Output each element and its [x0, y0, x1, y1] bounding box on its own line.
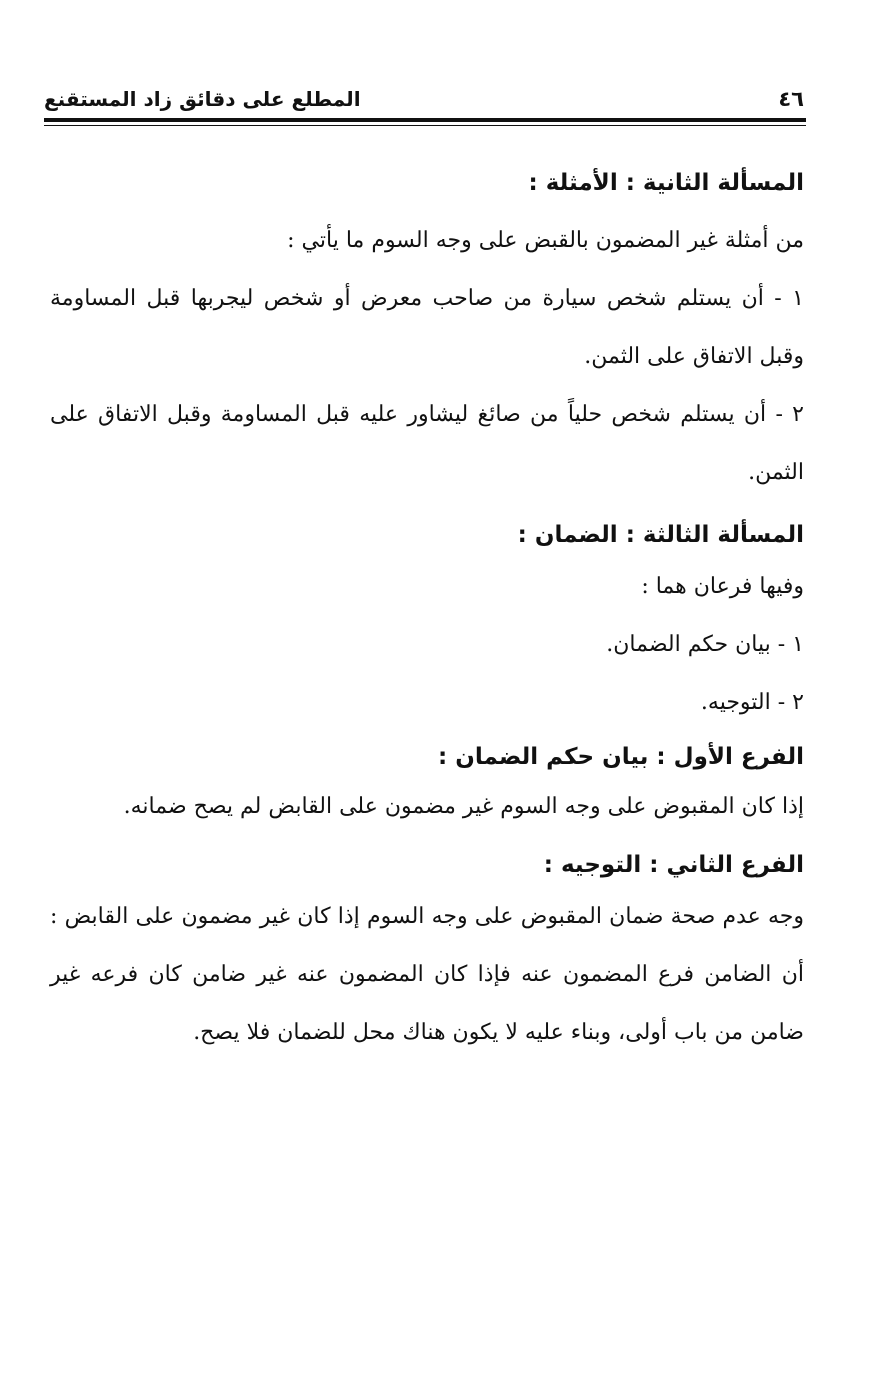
page-header: [44, 84, 804, 118]
issue3-intro: وفيها فرعان هما :: [641, 574, 804, 599]
branch2-text: وجه عدم صحة ضمان المقبوض على وجه السوم إذا كان غير مضمون على القابض : أن الضامن فرع المضمون عنه فإذا كان المضمون عنه غير ضامن كان فرعه غير ضامن من باب أولى، وبناء عليه لا يكون هناك محل للضمان فلا يصح.: [50, 904, 804, 1045]
issue2-heading: المسألة الثانية : الأمثلة :: [528, 170, 804, 196]
page-body: [50, 150, 804, 1062]
issue2-example-2: ٢ - أن يستلم شخص حلياً من صائغ ليشاور عليه قبل المساومة وقبل الاتفاق على الثمن.: [50, 402, 804, 485]
header-rule-thick: [44, 118, 806, 122]
issue2-example-1: ١ - أن يستلم شخص سيارة من صاحب معرض أو شخص ليجربها قبل المساومة وقبل الاتفاق على الثمن.: [50, 286, 804, 369]
header-rule-thin: [44, 125, 806, 126]
running-title: المطلع على دقائق زاد المستقنع: [44, 87, 361, 111]
branch2-heading: الفرع الثاني : التوجيه :: [543, 852, 804, 878]
issue3-item-2: ٢ - التوجيه.: [700, 690, 804, 715]
page-number: ٤٦: [778, 87, 804, 111]
issue3-heading: المسألة الثالثة : الضمان :: [517, 522, 804, 548]
branch1-heading: الفرع الأول : بيان حكم الضمان :: [438, 744, 804, 770]
branch1-text: إذا كان المقبوض على وجه السوم غير مضمون على القابض لم يصح ضمانه.: [123, 794, 804, 819]
issue3-item-1: ١ - بيان حكم الضمان.: [606, 632, 804, 657]
issue2-intro: من أمثلة غير المضمون بالقبض على وجه السوم ما يأتي :: [287, 228, 804, 253]
